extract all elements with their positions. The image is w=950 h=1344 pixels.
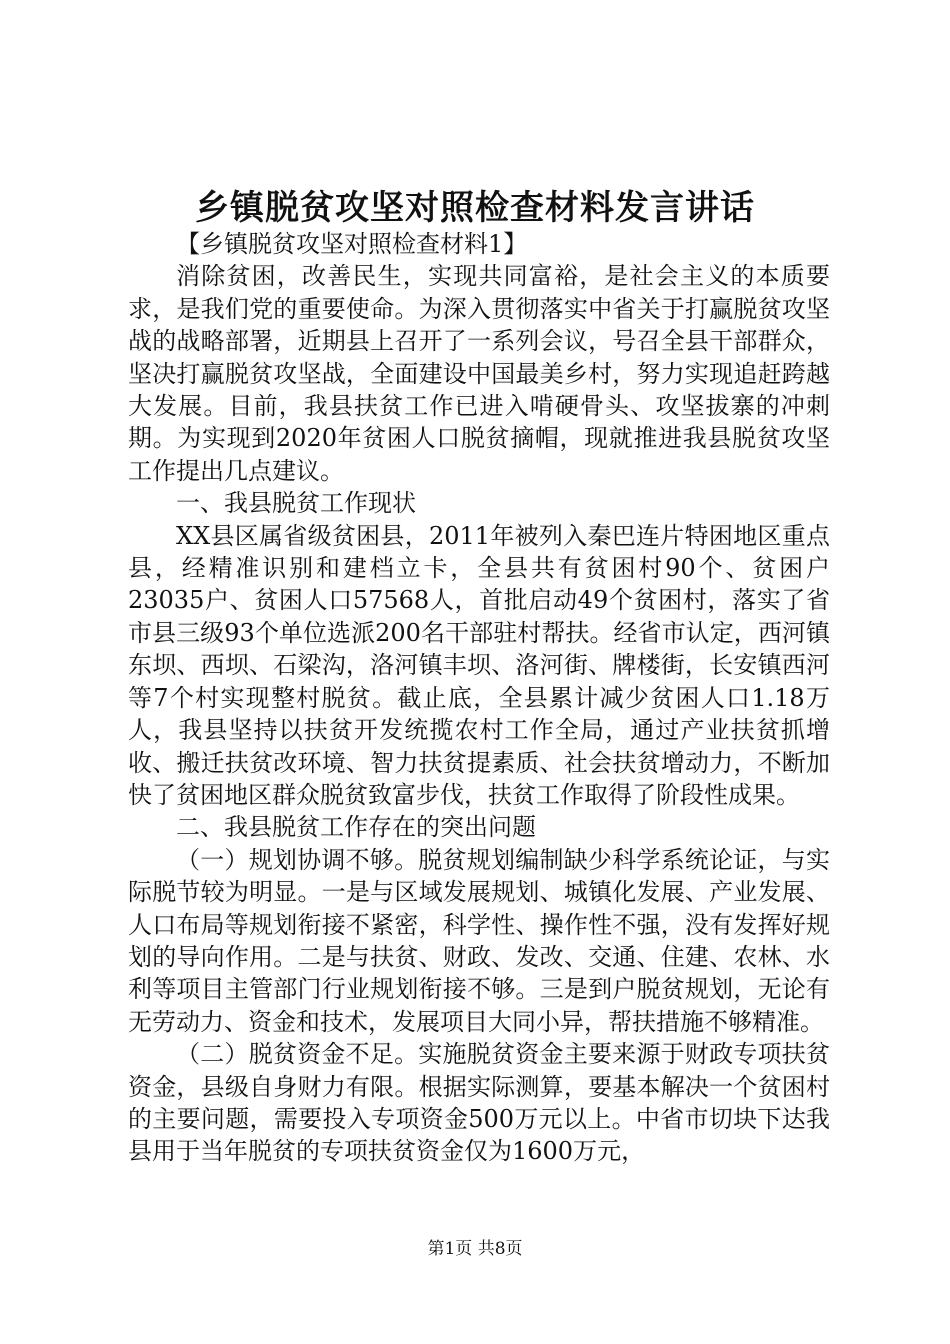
section-label: 【乡镇脱贫攻坚对照检查材料1】	[176, 230, 528, 258]
paragraph-planning: （一）规划协调不够。脱贫规划编制缺少科学系统论证，与实际脱节较为明显。一是与区域发展规划、城镇化发展、产业发展、人口布局等规划衔接不紧密，科学性、操作性不强，没有发挥好规划的导向作用。二是与扶贫、财政、发改、交通、住建、农林、水利等项目主管部门行业规划衔接不够。三是到户脱贫规划，无论有无劳动力、资金和技术，发展项目大同小异，帮扶措施不够精准。	[128, 845, 830, 1036]
heading-current-status: 一、我县脱贫工作现状	[176, 489, 416, 518]
page-number-footer: 第1页 共8页	[427, 1239, 523, 1259]
document-body	[128, 228, 830, 1168]
paragraph-intro: 消除贫困，改善民生，实现共同富裕，是社会主义的本质要求，是我们党的重要使命。为深入贯彻落实中省关于打赢脱贫攻坚战的战略部署，近期县上召开了一系列会议，号召全县干部群众，坚决打赢脱贫攻坚战，全面建设中国最美乡村，努力实现追赶跨越大发展。目前，我县扶贫工作已进入啃硬骨头、攻坚拔寨的冲刺期。为实现到2020年贫困人口脱贫摘帽，现就推进我县脱贫攻坚工作提出几点建议。	[128, 262, 830, 485]
paragraph-funding: （二）脱贫资金不足。实施脱贫资金主要来源于财政专项扶贫资金，县级自身财力有限。根据实际测算，要基本解决一个贫困村的主要问题，需要投入专项资金500万元以上。中省市切块下达我县用于当年脱贫的专项扶贫资金仅为1600万元，	[128, 1040, 830, 1166]
heading-problems: 二、我县脱贫工作存在的突出问题	[176, 813, 536, 842]
document-title: 乡镇脱贫攻坚对照检查材料发言讲话	[195, 188, 755, 228]
paragraph-status: XX县区属省级贫困县，2011年被列入秦巴连片特困地区重点县，经精准识别和建档立卡，全县共有贫困村90个、贫困户23035户、贫困人口57568人，首批启动49个贫困村，落实了省市县三级93个单位选派200名干部驻村帮扶。经省市认定，西河镇东坝、西坝、石梁沟，洛河镇丰坝、洛河街、牌楼街，长安镇西河等7个村实现整村脱贫。截止底，全县累计减少贫困人口1.18万人，我县坚持以扶贫开发统揽农村工作全局，通过产业扶贫抓增收、搬迁扶贫改环境、智力扶贫提素质、社会扶贫增动力，不断加快了贫困地区群众脱贫致富步伐，扶贫工作取得了阶段性成果。	[128, 521, 830, 809]
